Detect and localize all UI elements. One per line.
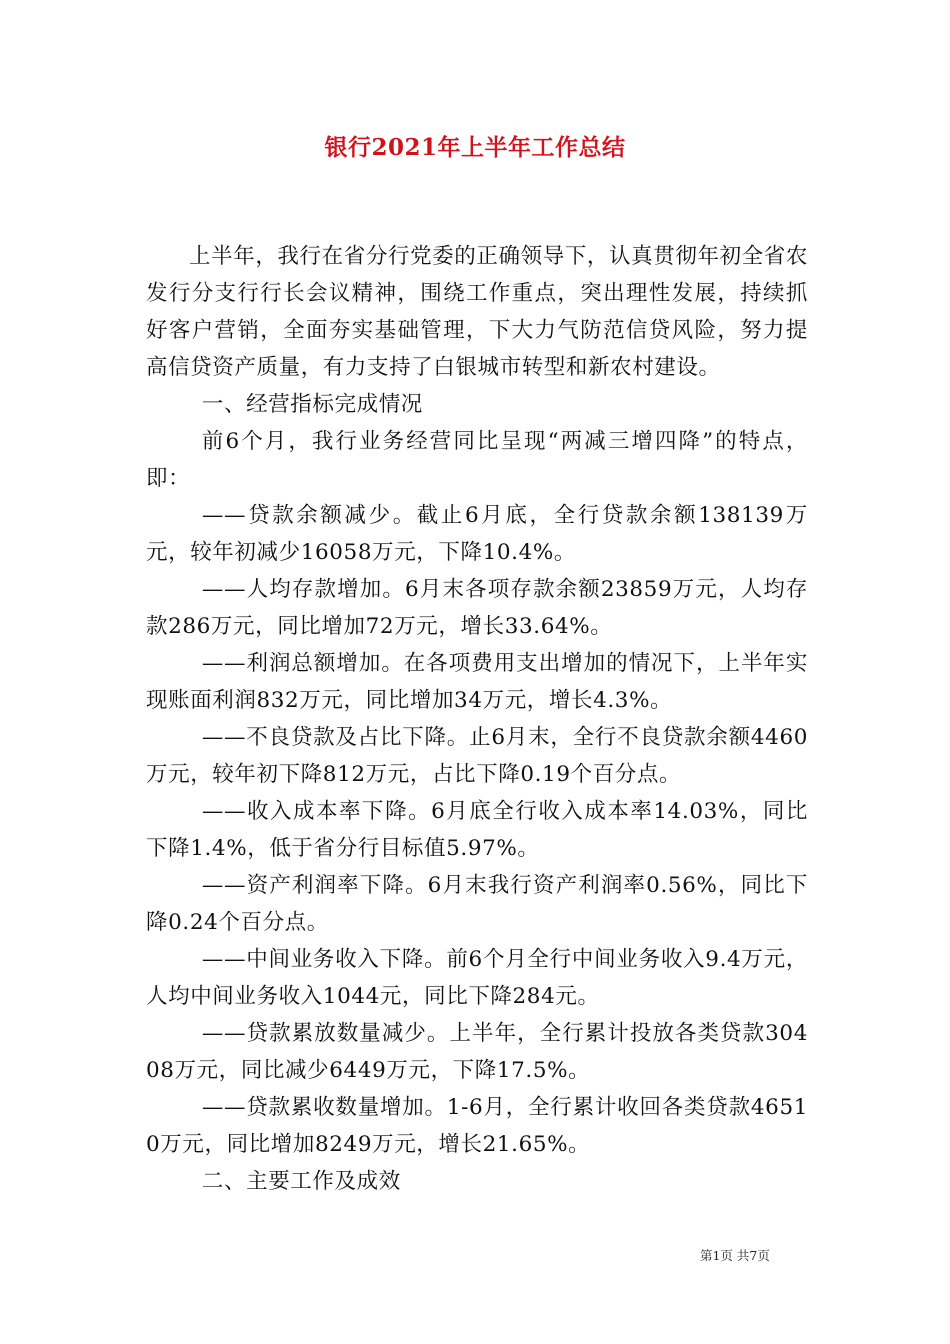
paragraph-loan-balance: ——贷款余额减少。截止6月底，全行贷款余额138139万元，较年初减少16058万元，下降10.4%。: [146, 503, 808, 565]
paragraph-profit: ——利润总额增加。在各项费用支出增加的情况下，上半年实现账面利润832万元，同比增加34万元，增长4.3%。: [146, 651, 808, 713]
section-heading-1: 一、经营指标完成情况: [201, 392, 423, 417]
paragraph-loan-recovered: ——贷款累收数量增加。1-6月，全行累计收回各类贷款46510万元，同比增加8249万元，增长21.65%。: [146, 1095, 808, 1157]
document-title: 银行2021年上半年工作总结: [324, 134, 626, 161]
intro-paragraph: 上半年，我行在省分行党委的正确领导下，认真贯彻年初全省农发行分支行行长会议精神，围绕工作重点，突出理性发展，持续抓好客户营销，全面夯实基础管理，下大力气防范信贷风险，努力提高信贷资产质量，有力支持了白银城市转型和新农村建设。: [146, 244, 808, 380]
paragraph-loan-issued: ——贷款累放数量减少。上半年，全行累计投放各类贷款30408万元，同比减少6449万元，下降17.5%。: [146, 1021, 808, 1083]
document-body: [146, 238, 808, 1200]
page-number: 第1页 共7页: [700, 1248, 770, 1263]
paragraph-intermediate-income: ——中间业务收入下降。前6个月全行中间业务收入9.4万元，人均中间业务收入1044元，同比下降284元。: [146, 947, 808, 1009]
paragraph-summary: 前6个月，我行业务经营同比呈现“两减三增四降”的特点，即：: [146, 429, 808, 491]
section-heading-2: 二、主要工作及成效: [201, 1169, 401, 1194]
paragraph-cost-ratio: ——收入成本率下降。6月底全行收入成本率14.03%，同比下降1.4%，低于省分行目标值5.97%。: [146, 799, 808, 861]
paragraph-bad-loans: ——不良贷款及占比下降。止6月末，全行不良贷款余额4460万元，较年初下降812万元，占比下降0.19个百分点。: [146, 725, 808, 787]
paragraph-deposit: ——人均存款增加。6月末各项存款余额23859万元，人均存款286万元，同比增加72万元，增长33.64%。: [146, 577, 808, 639]
paragraph-asset-profit: ——资产利润率下降。6月末我行资产利润率0.56%，同比下降0.24个百分点。: [146, 873, 808, 935]
